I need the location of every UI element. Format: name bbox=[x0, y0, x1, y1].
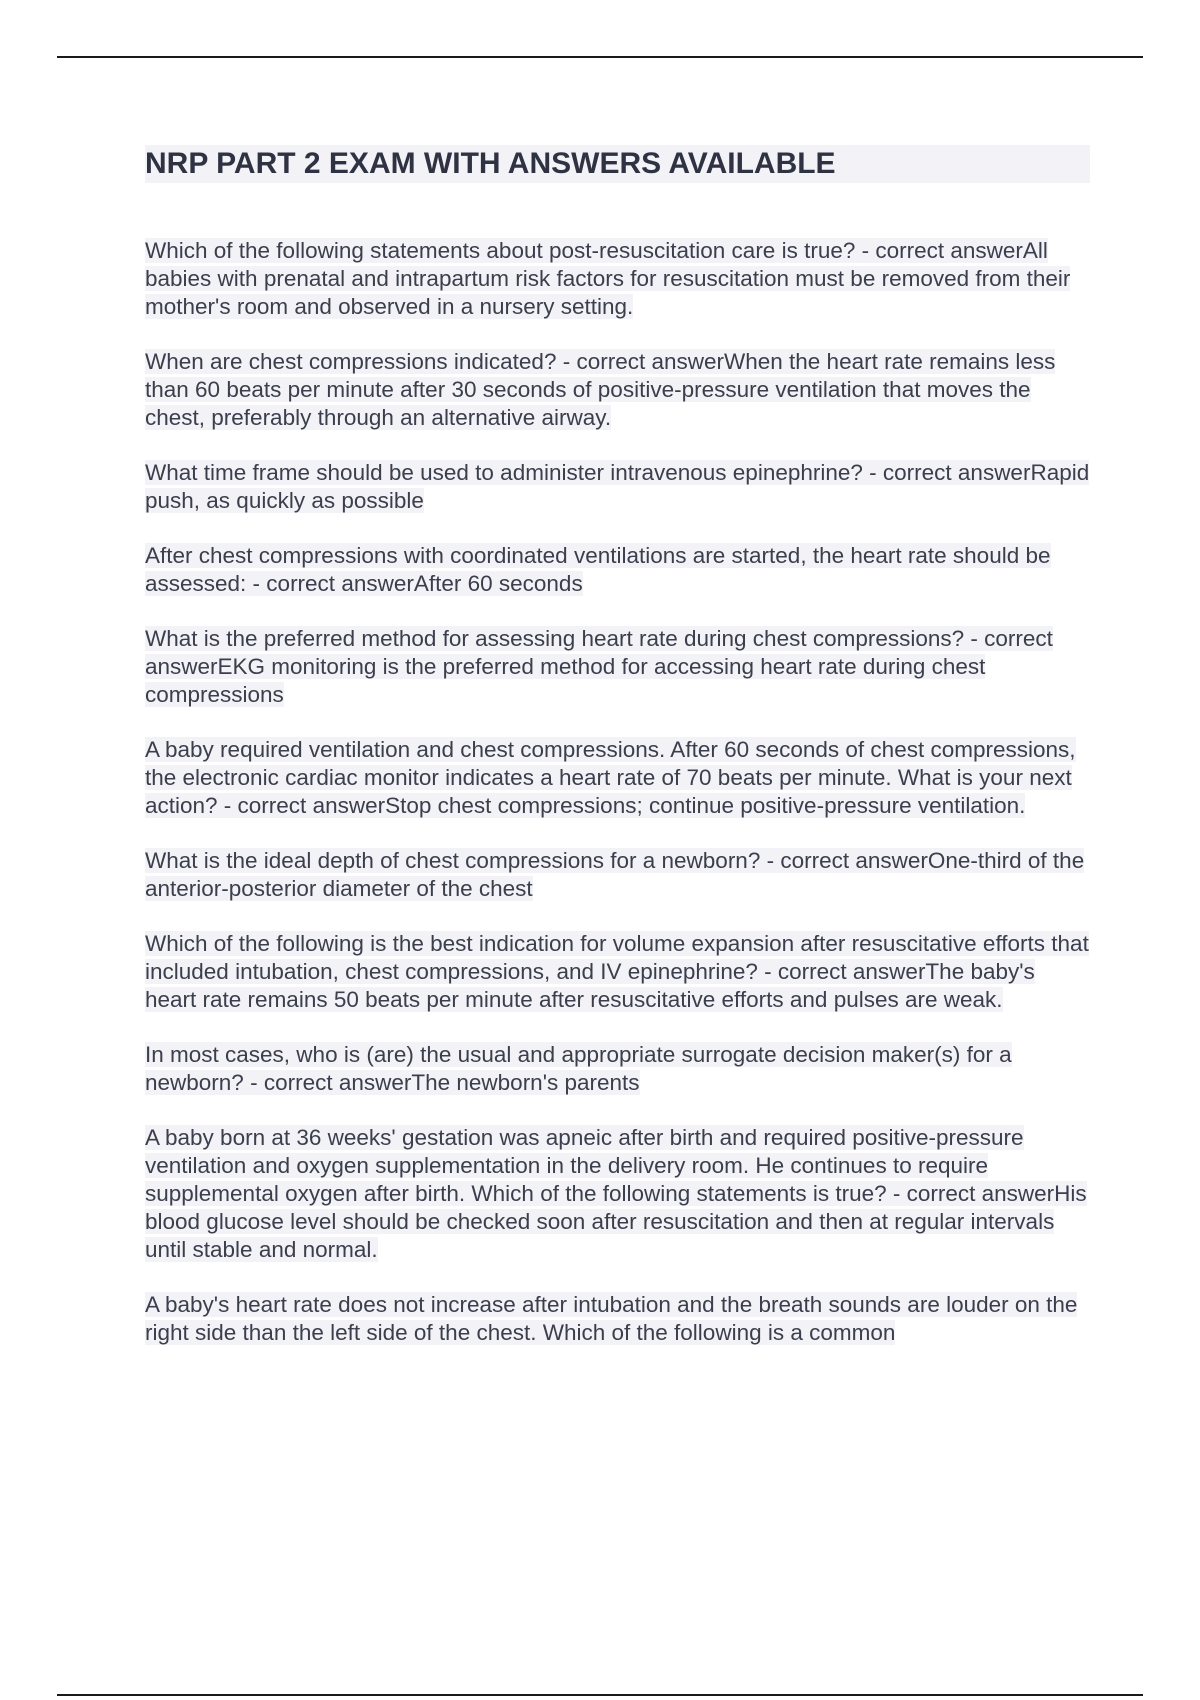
bottom-divider bbox=[57, 1694, 1143, 1696]
qa-item bbox=[145, 930, 1090, 1014]
qa-item bbox=[145, 237, 1090, 321]
document-title: NRP PART 2 EXAM WITH ANSWERS AVAILABLE bbox=[145, 145, 1090, 183]
qa-item bbox=[145, 1041, 1090, 1097]
qa-item bbox=[145, 625, 1090, 709]
qa-item bbox=[145, 736, 1090, 820]
qa-text: A baby required ventilation and chest compressions. After 60 seconds of chest compressions, the electronic cardiac monitor indicates a heart rate of 70 beats per minute. What is your next action? - correct answerStop chest compressions; continue positive-pressure ventilation. bbox=[145, 737, 1076, 818]
qa-list bbox=[145, 237, 1090, 1347]
qa-text: A baby born at 36 weeks' gestation was apneic after birth and required positive-pressure ventilation and oxygen supplementation in the delivery room. He continues to require supplemental oxygen after birth. Which of the following statements is true? - correct answerHis blood glucose level should be checked soon after resuscitation and then at regular intervals until stable and normal. bbox=[145, 1125, 1087, 1262]
document-body bbox=[145, 145, 1090, 1374]
qa-item bbox=[145, 847, 1090, 903]
qa-text: Which of the following statements about post-resuscitation care is true? - correct answerAll babies with prenatal and intrapartum risk factors for resuscitation must be removed from their mother's room and observed in a nursery setting. bbox=[145, 238, 1071, 319]
top-divider bbox=[57, 56, 1143, 58]
qa-text: When are chest compressions indicated? - correct answerWhen the heart rate remains less than 60 beats per minute after 30 seconds of positive-pressure ventilation that moves the chest, preferably through an alternative airway. bbox=[145, 349, 1056, 430]
qa-item bbox=[145, 459, 1090, 515]
qa-text: In most cases, who is (are) the usual and appropriate surrogate decision maker(s) for a newborn? - correct answerThe newborn's parents bbox=[145, 1042, 1012, 1095]
qa-item bbox=[145, 1291, 1090, 1347]
qa-item bbox=[145, 348, 1090, 432]
qa-text: What is the preferred method for assessing heart rate during chest compressions? - correct answerEKG monitoring is the preferred method for accessing heart rate during chest compressions bbox=[145, 626, 1053, 707]
qa-text: A baby's heart rate does not increase after intubation and the breath sounds are louder on the right side than the left side of the chest. Which of the following is a common bbox=[145, 1292, 1078, 1345]
qa-text: What time frame should be used to administer intravenous epinephrine? - correct answerRapid push, as quickly as possible bbox=[145, 460, 1090, 513]
qa-text: What is the ideal depth of chest compressions for a newborn? - correct answerOne-third of the anterior-posterior diameter of the chest bbox=[145, 848, 1085, 901]
qa-item bbox=[145, 1124, 1090, 1264]
qa-text: Which of the following is the best indication for volume expansion after resuscitative efforts that included intubation, chest compressions, and IV epinephrine? - correct answerThe baby's heart rate remains 50 beats per minute after resuscitative efforts and pulses are weak. bbox=[145, 931, 1089, 1012]
qa-item bbox=[145, 542, 1090, 598]
qa-text: After chest compressions with coordinated ventilations are started, the heart rate should be assessed: - correct answerAfter 60 seconds bbox=[145, 543, 1051, 596]
